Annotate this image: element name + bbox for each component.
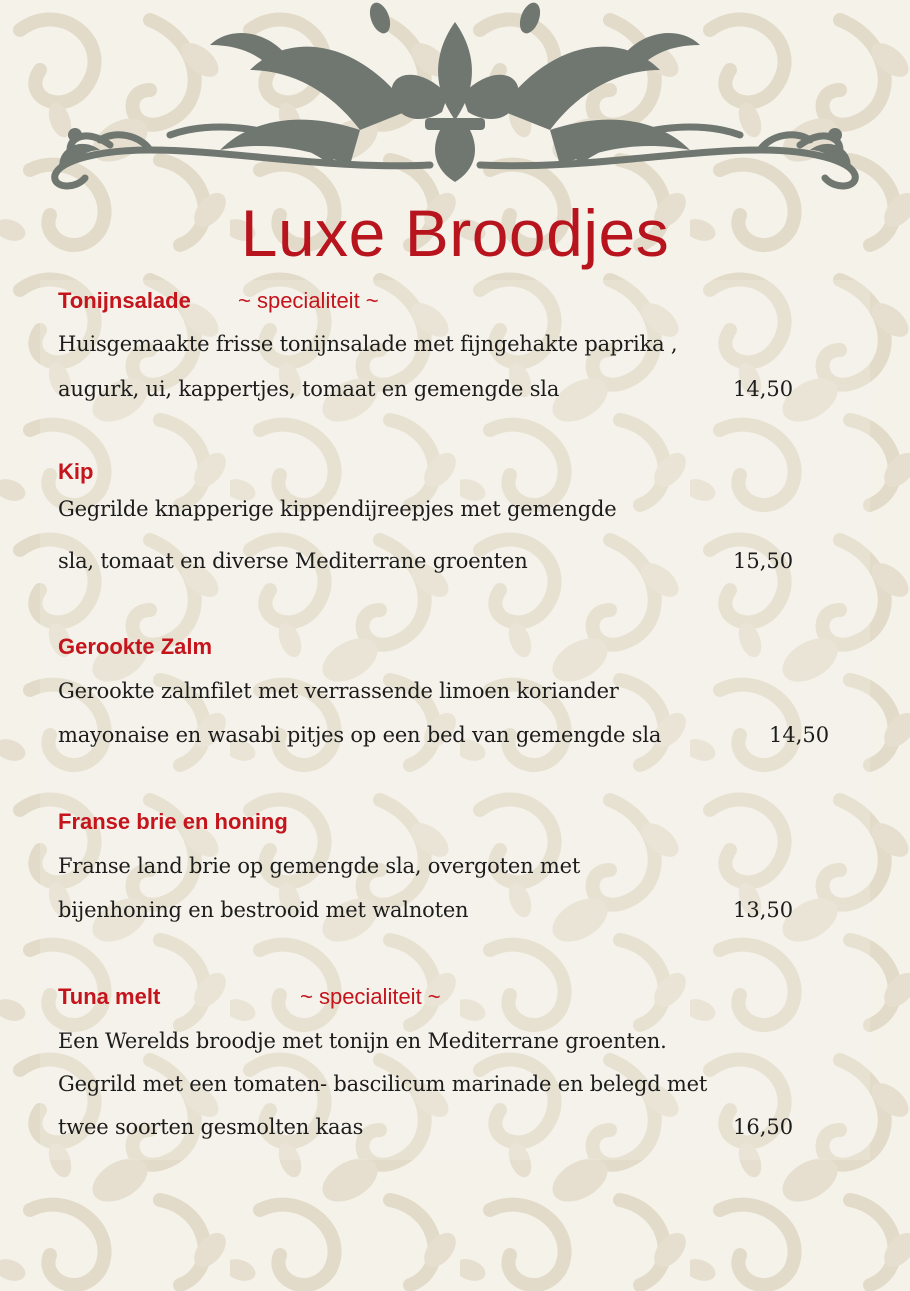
menu-item-price: 15,50	[733, 549, 794, 573]
menu-item-price: 14,50	[769, 723, 830, 747]
menu-item-price: 16,50	[733, 1115, 794, 1139]
menu-item-price: 13,50	[733, 898, 794, 922]
menu-item-name: Kip	[58, 459, 94, 484]
menu-item-description: sla, tomaat en diverse Mediterrane groenten	[58, 549, 528, 573]
fleur-de-lis-ornament	[30, 0, 880, 200]
menu-item-description: bijenhoning en bestrooid met walnoten	[58, 898, 469, 922]
menu-item-name: Tonijnsalade	[58, 288, 191, 313]
specialty-tag: ~ specialiteit ~	[300, 984, 441, 1009]
menu-item-description: Gegrild met een tomaten- bascilicum marinade en belegd met	[58, 1072, 708, 1096]
menu-item-description: augurk, ui, kappertjes, tomaat en gemengde sla	[58, 377, 560, 401]
menu-item-description: Gerookte zalmfilet met verrassende limoen koriander	[58, 679, 619, 703]
menu-item-description: mayonaise en wasabi pitjes op een bed van gemengde sla	[58, 723, 662, 747]
menu-item-description: Franse land brie op gemengde sla, overgoten met	[58, 854, 581, 878]
menu-item-name: Franse brie en honing	[58, 809, 288, 834]
specialty-tag: ~ specialiteit ~	[238, 288, 379, 313]
menu-item-description: twee soorten gesmolten kaas	[58, 1115, 364, 1139]
menu-item-description: Een Werelds broodje met tonijn en Mediterrane groenten.	[58, 1029, 667, 1053]
page-title: Luxe Broodjes	[240, 196, 670, 270]
menu-item-name: Gerookte Zalm	[58, 634, 213, 659]
menu-item-price: 14,50	[733, 377, 794, 401]
menu-item-description: Gegrilde knapperige kippendijreepjes met gemengde	[58, 497, 617, 521]
menu-item-description: Huisgemaakte frisse tonijnsalade met fijngehakte paprika ,	[58, 332, 678, 356]
menu-item-name: Tuna melt	[58, 984, 161, 1009]
